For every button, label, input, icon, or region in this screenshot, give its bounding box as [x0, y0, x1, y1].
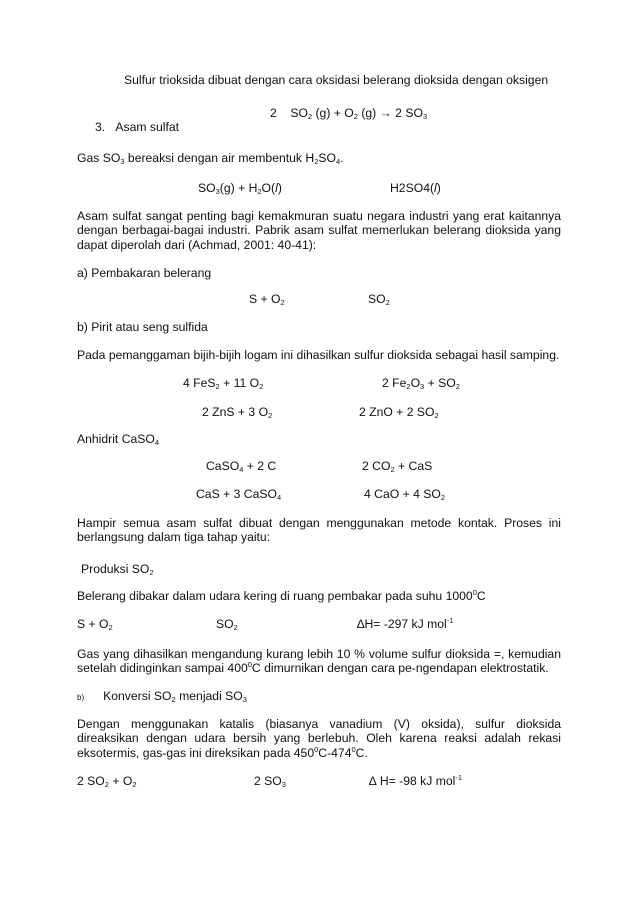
equation-conversion-enthalpy: ∆ H= -98 kJ mol$^{-1}$ [369, 773, 463, 788]
equation-caso4-c-left: CaSO$_4$ + 2 C [206, 459, 277, 474]
paragraph-pemanggaman: Pada pemanggaman bijih-bijih logam ini dihasilkan sulfur dioksida sebagai hasil samping. [77, 348, 560, 362]
equation-s-o2-right: $SO_2$ [368, 292, 390, 307]
equation-combustion-enthalpy: ∆H= -297 kJ mol$^{-1}$ [357, 616, 454, 631]
equation-combustion-product: $SO_2$ [216, 617, 238, 632]
belerang-line: Belerang dibakar dalam udara kering di ruang pembakar pada suhu 1000$^0$C [77, 588, 486, 603]
equation-conversion-left: 2 $SO_2 + O_2$ [77, 774, 137, 789]
equation-so3-formation: 2 $SO_2$ $(g) + O_2$ (g) → 2 $SO_3$ [270, 106, 428, 121]
equation-zns-left: 2 ZnS + 3 $O_2$ [202, 405, 273, 420]
equation-s-o2-left: $S + O_2$ [249, 292, 285, 307]
equation-combustion-left: $S + O_2$ [77, 617, 113, 632]
equation-fes2-left: 4 FeS$_2$ + 11 $O_2$ [183, 376, 264, 391]
gas-so3-line: Gas $SO_3$ bereaksi dengan air membentuk $H_2SO_4$. [77, 151, 344, 166]
equation-cas-right: 4 CaO + 4 $SO_2$ [364, 487, 446, 502]
paragraph-asam-sulfat: Asam sulfat sangat penting bagi kemakmuran suatu negara industri yang erat kaitannya dengan berbagai-bagai industri. Pabrik asam sulfat memerlukan belerang dioksida yang dapat diperolah dari (Achmad, 2001: 40-41): [77, 209, 561, 252]
paragraph-katalis: Dengan menggunakan katalis (biasanya vanadium (V) oksida), sulfur dioksida direaksikan dengan udara bersih yang berlebuh. Oleh karena reaksi adalah rekasi eksotermis, gas-gas ini direksikan pada $450^0C-474^0C$. [77, 717, 561, 760]
anhidrit-heading: Anhidrit CaSO$_4$ [77, 432, 160, 447]
section-heading-asam-sulfat: 3. Asam sulfat [95, 120, 180, 134]
equation-h2so4-left: $SO_3(g) + H_2O(l)$ [198, 181, 282, 196]
paragraph-metode-kontak: Hampir semua asam sulfat dibuat dengan menggunakan metode kontak. Proses ini berlangsung dalam tiga tahap yaitu: [77, 516, 561, 545]
equation-cas-left: CaS + 3 CaSO$_4$ [196, 487, 282, 502]
equation-caso4-c-right: 2 $CO_2$ + CaS [362, 459, 433, 474]
equation-conversion-product: 2 $SO_3$ [254, 774, 286, 789]
equation-zns-right: 2 ZnO + 2 $SO_2$ [359, 405, 439, 420]
list-item-a: a) Pembakaran belerang [77, 266, 212, 280]
equation-fes2-right: 2 $Fe_2O_3 + SO_2$ [382, 376, 460, 391]
heading-produksi-so2: Produksi $SO_2$ [81, 562, 154, 577]
heading-konversi: b) Konversi $SO_2$ menjadi $SO_3$ [77, 689, 247, 704]
list-item-b: b) Pirit atau seng sulfida [77, 320, 208, 334]
paragraph-gas-hasil: Gas yang dihasilkan mengandung kurang lebih 10 % volume sulfur dioksida =, kemudian setelah didinginkan sampai $400^0C$ dimurnikan dengan cara pe-ngendapan elektrostatik. [77, 647, 561, 676]
equation-h2so4-right: H2SO4(l) [390, 181, 441, 195]
intro-line: Sulfur trioksida dibuat dengan cara oksidasi belerang dioksida dengan oksigen [124, 73, 549, 87]
